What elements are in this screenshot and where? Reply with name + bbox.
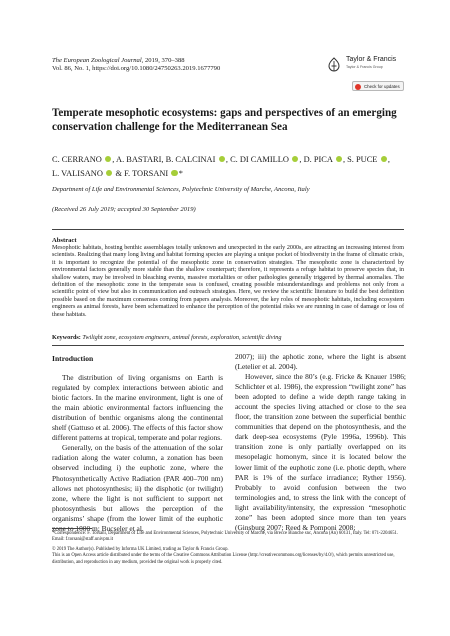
journal-volume-doi[interactable]: Vol. 86, No. 1, https://doi.org/10.1080/24750263.2019.1677790 bbox=[52, 65, 221, 72]
check-updates-label: Check for updates bbox=[364, 84, 400, 89]
license-block bbox=[52, 547, 404, 566]
orcid-icon[interactable] bbox=[381, 156, 387, 162]
paragraph: Generally, on the basis of the attenuation of the solar radiation along the water column, a zonation has been observed including i) the euphotic zone, where the Photosynthetically Active Radiation (PAR 400–700 nm) allows net photosynthesis; ii) the disphotic (or twilight) zone, where the light is not sufficient to support net photosynthesis but allows the perception of the organisms’ shape (from the lower limit of the euphotic zone to 1000 m; Bucseler et al. bbox=[52, 443, 223, 533]
author: B. CALCINAI bbox=[165, 155, 216, 164]
publisher-tagline: Taylor & Francis Group bbox=[346, 65, 383, 69]
left-column bbox=[52, 352, 223, 534]
journal-year-pages: 2019, 370–388 bbox=[145, 57, 185, 64]
keywords-label: Keywords: bbox=[52, 334, 81, 341]
correspondence-footnote: *Correspondence: F. Torsani, Department of Life and Environmental Sciences, Polytechnic University of Marche, via Brecce Bianche snc, Ancona (An) 60131, Italy. Tel: 071-2204651. Email: f.torsani@staff.univpm.it bbox=[52, 531, 399, 543]
right-column bbox=[235, 352, 406, 533]
keywords-bottom-rule bbox=[52, 345, 404, 346]
author-separator: , bbox=[342, 155, 346, 164]
paragraph: However, since the 80’s (e.g. Fricke & Knauer 1986; Schlichter et al. 1986), the expression “twilight zone” has been adopted to define a wide depth range taking in account the species living attached or close to the sea floor, the transition zone between the superficial benthic communities that depend on the photosynthesis, and the dark deep-sea ecosystems (Pyle 1996a, 1996b). This transition zone is only partially overlapped on its mesopelagic homonym, since it is located below the lower limit of the euphotic zone (i.e. photic depth, where PAR is 1% of the surface irradiance; Ryther 1956). Probably to avoid confusion between the two terminologies and, to stress the link with the concept of light availability/intensity, the expression “mesophotic zone” has been adopted since more than ten years (Ginsburg 2007; Reed & Pomponi 2008; bbox=[235, 372, 406, 532]
journal-name: The European Zoological Journal, bbox=[52, 57, 144, 64]
section-heading-introduction: Introduction bbox=[52, 354, 94, 363]
license-text: This is an Open Access article distributed under the terms of the Creative Commons Attribution License (http://creativecommons.org/licenses/by/4.0/), which permits unrestricted use, distribution, and reproduction in any medium, provided the original work is properly cited. bbox=[52, 553, 395, 565]
orcid-icon[interactable] bbox=[105, 156, 111, 162]
author: D. PICA bbox=[303, 155, 333, 164]
author-separator: , bbox=[225, 155, 228, 164]
author-separator: , bbox=[299, 155, 302, 164]
copyright-line: © 2019 The Author(s). Published by Informa UK Limited, trading as Taylor & Francis Group. bbox=[52, 547, 229, 552]
orcid-icon[interactable] bbox=[171, 170, 177, 176]
orcid-icon[interactable] bbox=[219, 156, 225, 162]
author: S. PUCE bbox=[347, 155, 378, 164]
article-title: Temperate mesophotic ecosystems: gaps and perspectives of an emerging conservation challenge for the Mediterranean Sea bbox=[52, 107, 397, 133]
author: F. TORSANI bbox=[124, 169, 169, 178]
orcid-icon[interactable] bbox=[336, 156, 342, 162]
abstract-text: Mesophotic habitats, hosting benthic assemblages totally unknown and unexpected in the early 2000s, are attracting an increasing interest from scientists. Realizing that many long living and habitat forming species are playing a unique pocket of biodiversity in the frame of climatic crisis, it is important to recognize the potential of the mesophotic zone in conservation strategies. The mesophotic zone is characterized by environmental factors generally more stable than the shallow counterpart; therefore, it represents a refuge habitat to preserve species that, in shallow waters, may be involved in bleaching events, massive mortalities or other pathologies generally triggered by thermal anomalies. The definition of the mesophotic zone in the temperate seas is confused, creating possible misunderstandings and problems not only from a scientific point of view but also in communication and outreach strategies. Here, we review the scientific literature to build the best definition possible based on the maximum consensus coming from papers analysis. Moreover, the key roles of mesophotic habitats, including ecosystem engineers as animal forests, have been schematized to enhance the perception of the potential risks we are running in case of damage or loss of these habitats. bbox=[52, 245, 404, 318]
author: C. CERRANO bbox=[52, 155, 102, 164]
footnote-rule bbox=[52, 528, 92, 529]
author-separator: , bbox=[161, 155, 164, 164]
paragraph: 2007); iii) the aphotic zone, where the light is absent (Letelier et al. 2004). bbox=[235, 352, 406, 372]
keywords-text: Twilight zone, ecosystem engineers, animal forests, exploration, scientific diving bbox=[82, 334, 282, 341]
tf-logo-icon bbox=[326, 57, 342, 73]
affiliation: Department of Life and Environmental Sciences, Polytechnic University of Marche, Ancona, Italy bbox=[52, 186, 310, 193]
orcid-icon[interactable] bbox=[292, 156, 298, 162]
keywords bbox=[52, 334, 404, 341]
author-list bbox=[52, 153, 404, 181]
publisher-name: Taylor & Francis bbox=[346, 56, 397, 63]
received-dates: (Received 26 July 2019; accepted 30 September 2019) bbox=[52, 206, 196, 213]
author-separator: , bbox=[387, 155, 390, 164]
paragraph: The distribution of living organisms on Earth is regulated by complex interactions between abiotic and biotic factors. In the marine environment, light is one of the main abiotic environmental factors influencing the distribution of benthic organisms along the continental shelf (Gattuso et al. 2006). The effects of this factor show different patterns at tropical, temperate and polar regions. bbox=[52, 373, 223, 443]
abstract-top-rule bbox=[52, 229, 404, 230]
author: A. BASTARI bbox=[116, 155, 162, 164]
abstract-heading: Abstract bbox=[52, 237, 77, 244]
author-separator: , bbox=[112, 155, 115, 164]
journal-header bbox=[52, 57, 220, 73]
check-updates-icon bbox=[355, 84, 361, 90]
corresponding-mark: * bbox=[178, 169, 183, 178]
orcid-icon[interactable] bbox=[106, 170, 112, 176]
author: L. VALISANO bbox=[52, 169, 103, 178]
author: C. DI CAMILLO bbox=[230, 155, 289, 164]
author-separator-last: & bbox=[115, 169, 122, 178]
publisher-logo[interactable] bbox=[326, 56, 406, 74]
check-updates-button[interactable] bbox=[352, 81, 404, 91]
